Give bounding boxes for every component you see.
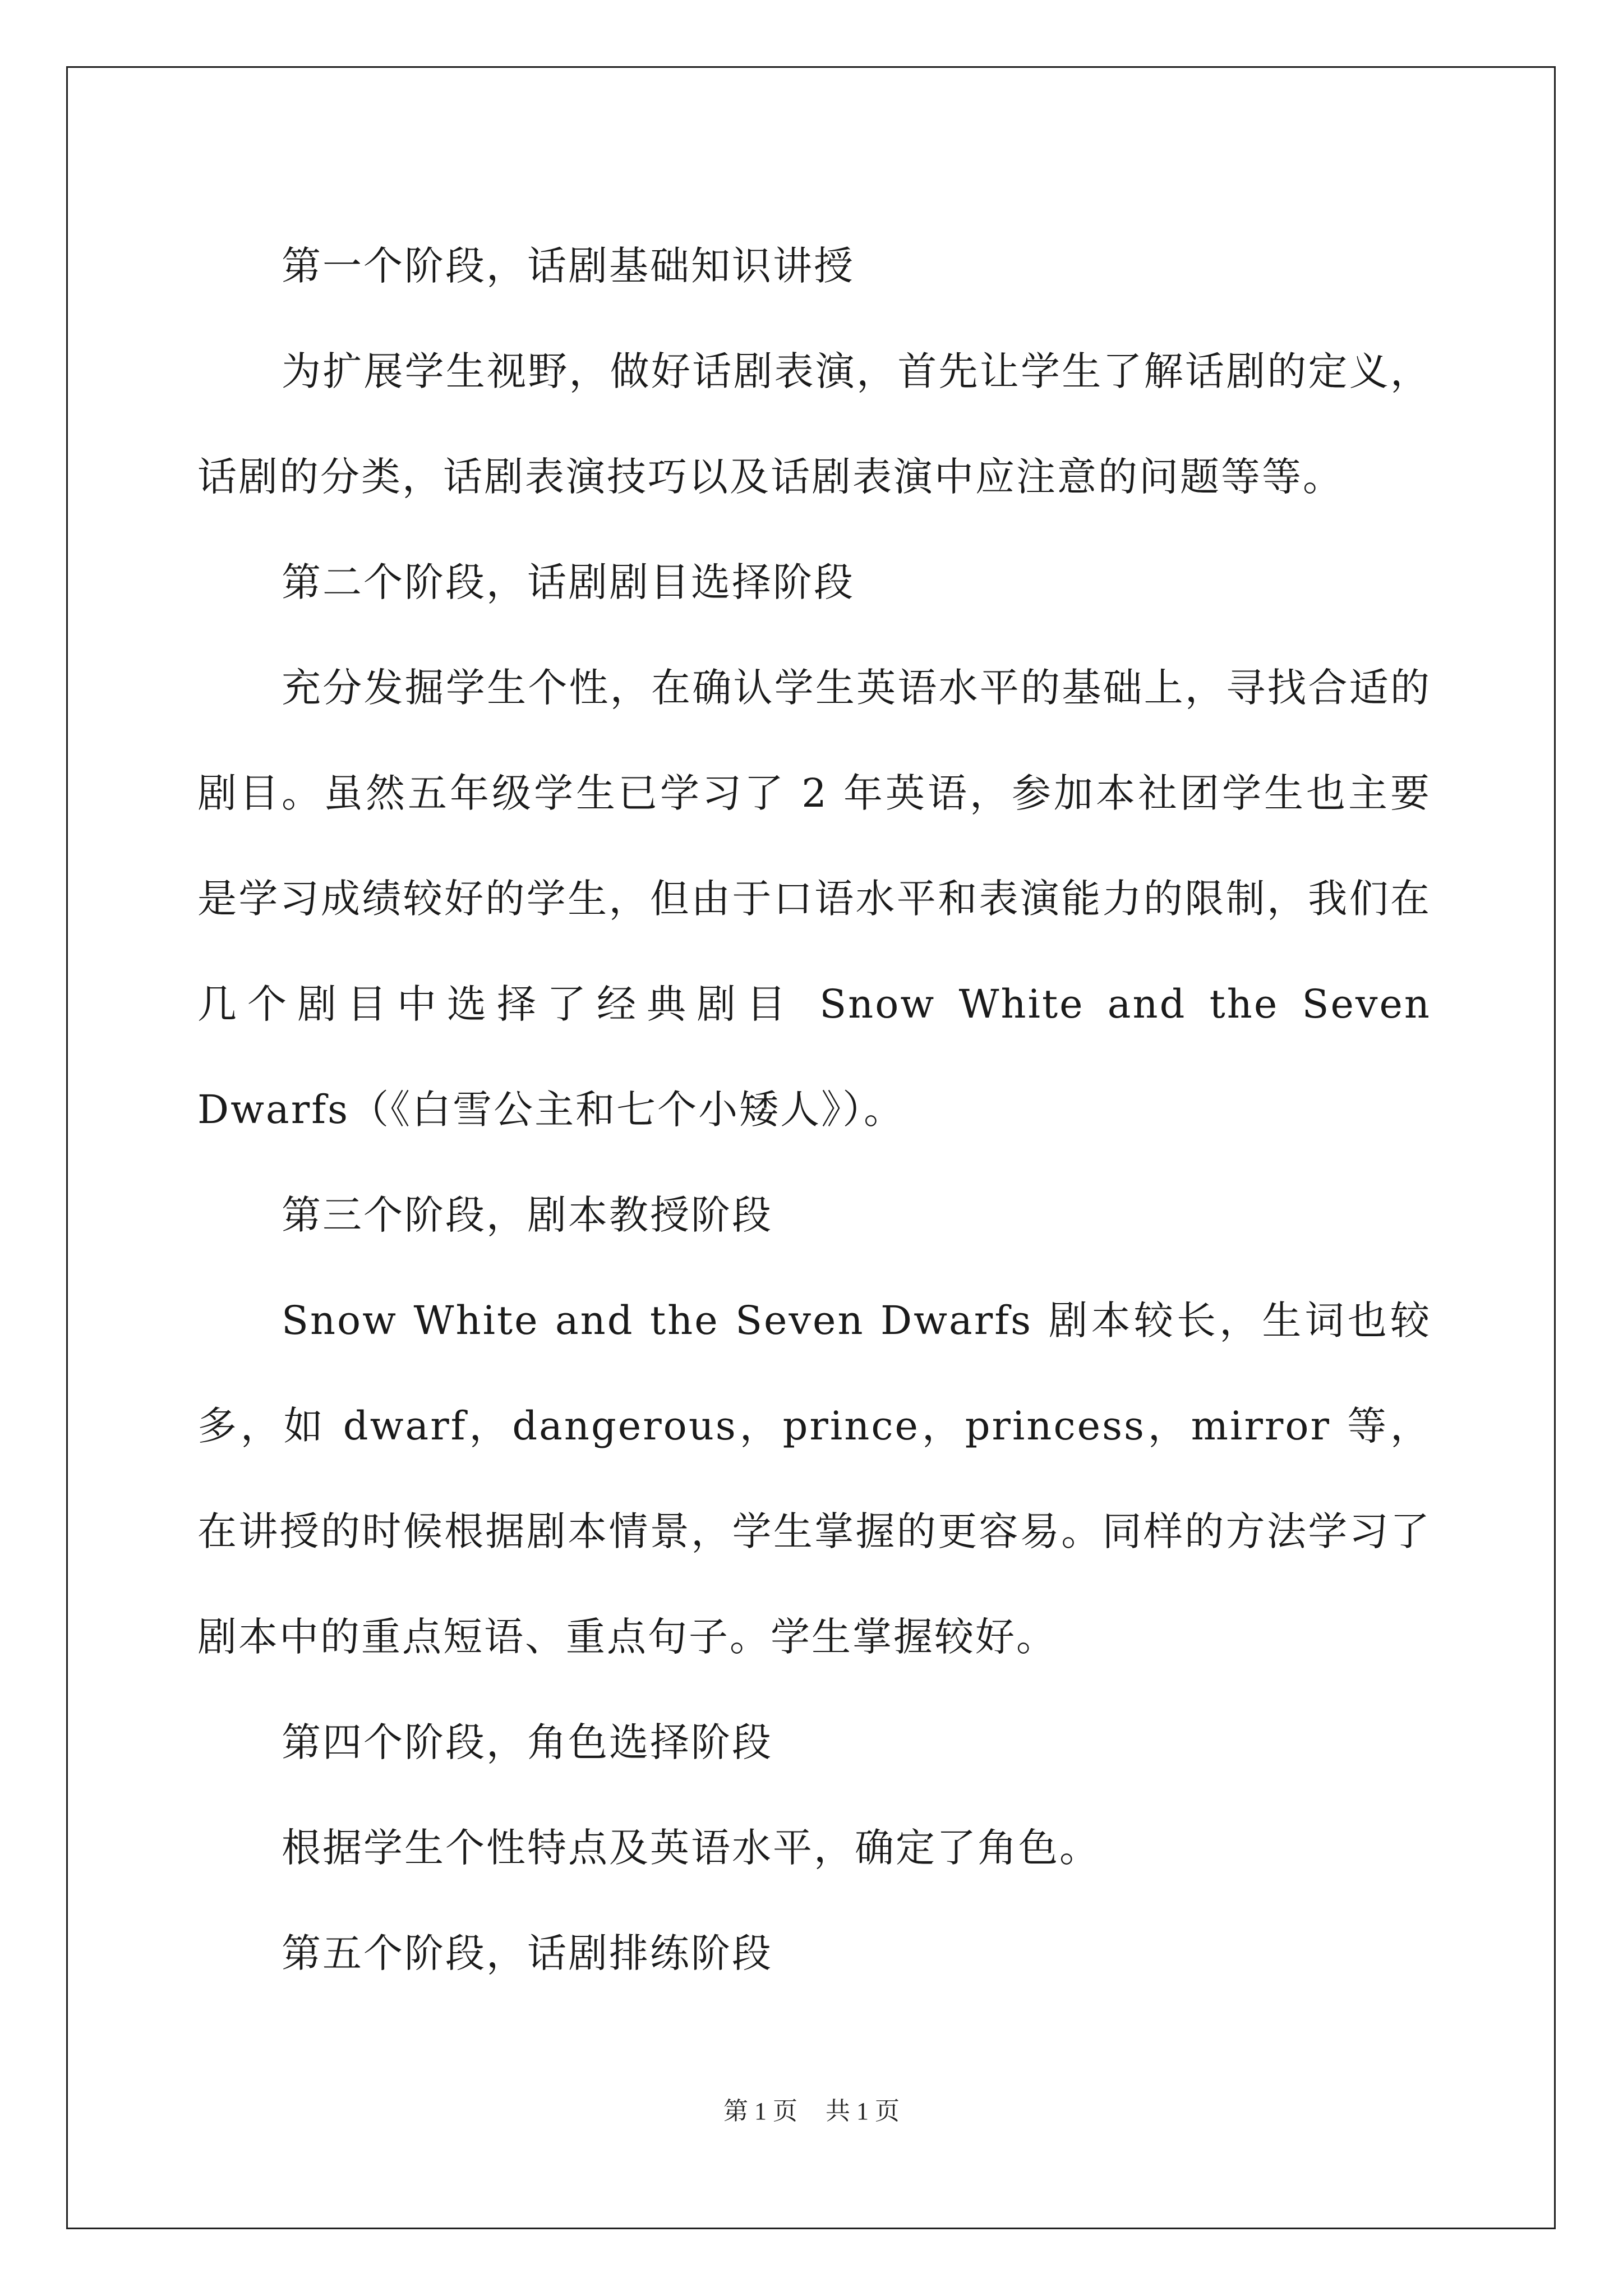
stage-3-description: Snow White and the Seven Dwarfs 剧本较长，生词也较多，如 dwarf，dangerous，prince，princess，mirror 等，在讲授的时候根据剧本情景，学生掌握的更容易。同样的方法学习了剧本中的重点短语、重点句子。学生掌握较好。 xyxy=(197,1297,1431,1660)
stage-4-description: 根据学生个性特点及英语水平，确定了角色。 xyxy=(282,1825,1100,1871)
stage-5-heading: 第五个阶段，话剧排练阶段 xyxy=(282,1930,773,1976)
stage-1-heading: 第一个阶段，话剧基础知识讲授 xyxy=(282,243,855,289)
stage-2-heading: 第二个阶段，话剧剧目选择阶段 xyxy=(282,559,855,605)
stage-4-heading: 第四个阶段，角色选择阶段 xyxy=(282,1719,773,1765)
page-footer xyxy=(0,2091,1623,2127)
stage-1-description: 为扩展学生视野，做好话剧表演，首先让学生了解话剧的定义，话剧的分类，话剧表演技巧以及话剧表演中应注意的问题等等。 xyxy=(197,348,1431,500)
stage-3-heading: 第三个阶段，剧本教授阶段 xyxy=(282,1192,773,1238)
page-total: 共 1 页 xyxy=(826,2097,900,2125)
document-body xyxy=(197,213,1431,2006)
page-number: 第 1 页 xyxy=(723,2097,797,2125)
stage-2-description: 充分发掘学生个性，在确认学生英语水平的基础上，寻找合适的剧目。虽然五年级学生已学习了 2 年英语，参加本社团学生也主要是学习成绩较好的学生，但由于口语水平和表演能力的限制，我们在几个剧目中选择了经典剧目 Snow White and the Seven Dwarfs（《白雪公主和七个小矮人》）。 xyxy=(197,665,1431,1133)
